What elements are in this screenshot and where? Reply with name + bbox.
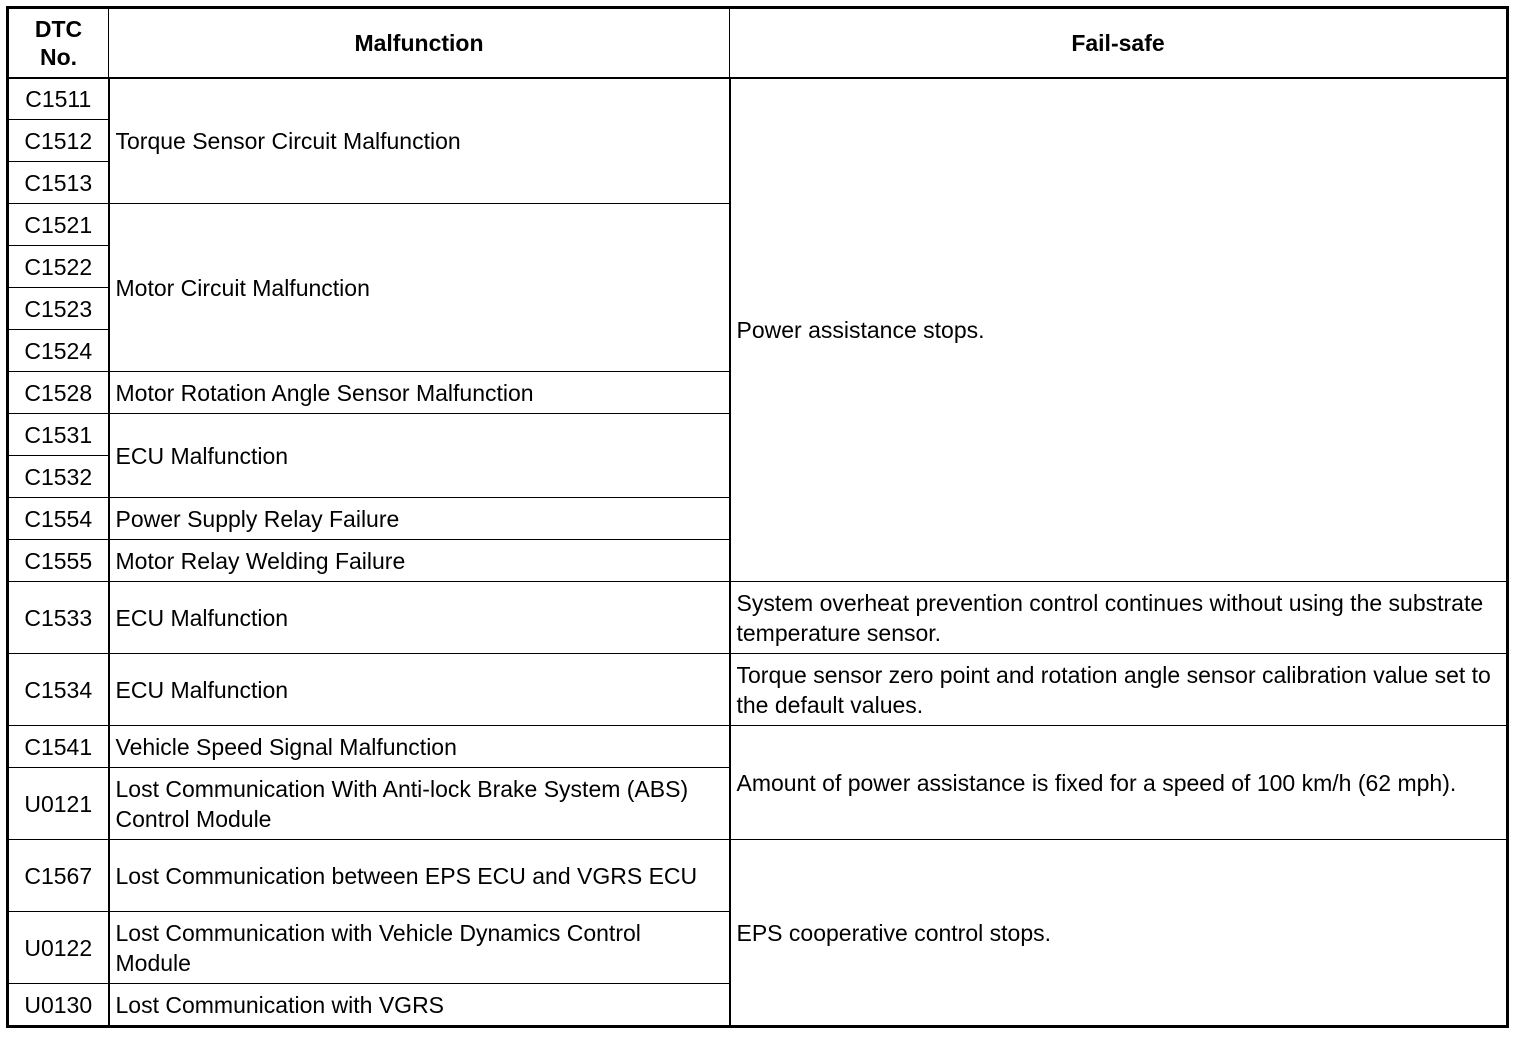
failsafe-cell: Amount of power assistance is fixed for a speed of 100 km/h (62 mph). (730, 726, 1508, 840)
malfunction-cell: Motor Circuit Malfunction (109, 204, 730, 372)
malfunction-cell: Lost Communication with VGRS (109, 984, 730, 1027)
dtc-code: C1513 (8, 162, 109, 204)
malfunction-cell: Lost Communication with Vehicle Dynamics Control Module (109, 912, 730, 984)
header-dtc-no: DTC No. (8, 8, 109, 79)
dtc-failsafe-table (6, 6, 1509, 1028)
dtc-code: C1523 (8, 288, 109, 330)
malfunction-cell: ECU Malfunction (109, 582, 730, 654)
dtc-code: U0122 (8, 912, 109, 984)
failsafe-cell: Power assistance stops. (730, 78, 1508, 582)
dtc-code: C1567 (8, 840, 109, 912)
malfunction-cell: Lost Communication between EPS ECU and VGRS ECU (109, 840, 730, 912)
dtc-code: C1524 (8, 330, 109, 372)
table-row (8, 582, 1508, 654)
malfunction-cell: ECU Malfunction (109, 654, 730, 726)
table-row (8, 78, 1508, 120)
dtc-code: C1554 (8, 498, 109, 540)
dtc-code: C1534 (8, 654, 109, 726)
malfunction-cell: Vehicle Speed Signal Malfunction (109, 726, 730, 768)
dtc-code: C1541 (8, 726, 109, 768)
dtc-code: C1512 (8, 120, 109, 162)
malfunction-cell: ECU Malfunction (109, 414, 730, 498)
dtc-code: C1555 (8, 540, 109, 582)
header-malfunction: Malfunction (109, 8, 730, 79)
header-row (8, 8, 1508, 79)
dtc-code: U0130 (8, 984, 109, 1027)
dtc-code: C1528 (8, 372, 109, 414)
table-row (8, 654, 1508, 726)
dtc-code: C1531 (8, 414, 109, 456)
failsafe-cell: EPS cooperative control stops. (730, 840, 1508, 1027)
table-row (8, 840, 1508, 912)
malfunction-cell: Power Supply Relay Failure (109, 498, 730, 540)
malfunction-cell: Motor Rotation Angle Sensor Malfunction (109, 372, 730, 414)
dtc-code: C1521 (8, 204, 109, 246)
dtc-code: C1522 (8, 246, 109, 288)
failsafe-cell: System overheat prevention control continues without using the substrate temperature sensor. (730, 582, 1508, 654)
table-row (8, 726, 1508, 768)
dtc-code: C1511 (8, 78, 109, 120)
dtc-code: C1533 (8, 582, 109, 654)
malfunction-cell: Torque Sensor Circuit Malfunction (109, 78, 730, 204)
dtc-code: U0121 (8, 768, 109, 840)
malfunction-cell: Lost Communication With Anti-lock Brake System (ABS) Control Module (109, 768, 730, 840)
header-failsafe: Fail-safe (730, 8, 1508, 79)
dtc-code: C1532 (8, 456, 109, 498)
failsafe-cell: Torque sensor zero point and rotation angle sensor calibration value set to the default values. (730, 654, 1508, 726)
malfunction-cell: Motor Relay Welding Failure (109, 540, 730, 582)
